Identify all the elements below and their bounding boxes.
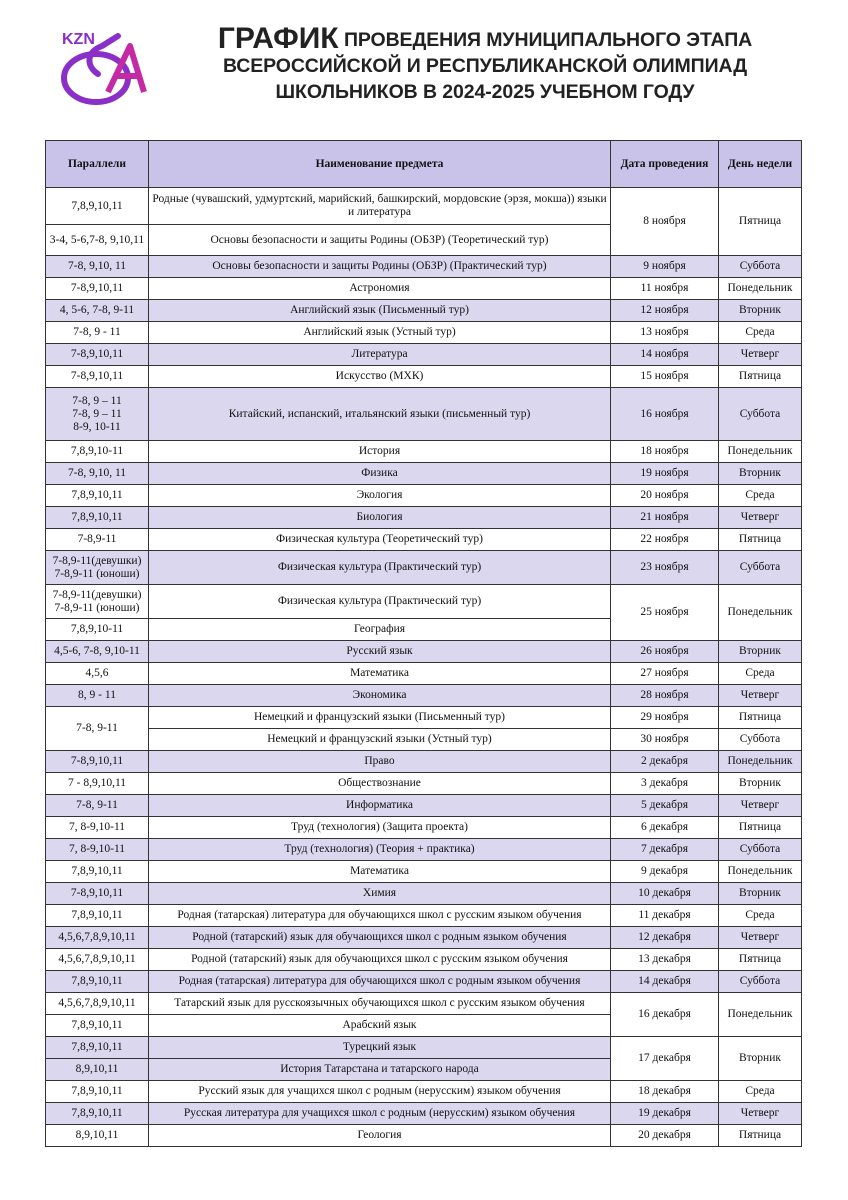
cell-weekday: Среда [719, 663, 802, 685]
cell-subject: Право [149, 751, 611, 773]
document-title [160, 22, 810, 105]
table-row [46, 729, 802, 751]
cell-date: 23 ноября [611, 551, 719, 585]
cell-subject: Родной (татарский) язык для обучающихся школ с родным языком обучения [149, 927, 611, 949]
cell-subject: Информатика [149, 795, 611, 817]
cell-grades: 7,8,9,10,11 [46, 1015, 149, 1037]
table-row [46, 485, 802, 507]
table-row [46, 1037, 802, 1059]
cell-date: 12 ноября [611, 300, 719, 322]
cell-subject: Физическая культура (Теоретический тур) [149, 529, 611, 551]
table-row [46, 971, 802, 993]
cell-weekday: Суббота [719, 971, 802, 993]
table-row [46, 529, 802, 551]
table-row [46, 441, 802, 463]
table-row [46, 463, 802, 485]
cell-subject: Немецкий и французский языки (Письменный тур) [149, 707, 611, 729]
cell-date: 10 декабря [611, 883, 719, 905]
title-line-2: ВСЕРОССИЙСКОЙ И РЕСПУБЛИКАНСКОЙ ОЛИМПИАД [222, 55, 748, 77]
cell-date: 11 декабря [611, 905, 719, 927]
cell-weekday: Вторник [719, 463, 802, 485]
table-row [46, 949, 802, 971]
cell-grades: 7-8, 9-11 [46, 795, 149, 817]
cell-weekday: Вторник [719, 641, 802, 663]
cell-date: 19 ноября [611, 463, 719, 485]
table-row [46, 641, 802, 663]
table-row [46, 1125, 802, 1147]
cell-weekday: Вторник [719, 883, 802, 905]
table-row [46, 883, 802, 905]
cell-date: 14 декабря [611, 971, 719, 993]
cell-weekday: Пятница [719, 707, 802, 729]
table-row [46, 278, 802, 300]
cell-date: 9 декабря [611, 861, 719, 883]
cell-subject: Физическая культура (Практический тур) [149, 585, 611, 619]
cell-subject: Татарский язык для русскоязычных обучающихся школ с русским языком обучения [149, 993, 611, 1015]
schedule-body [46, 188, 802, 1147]
cell-date: 16 декабря [611, 993, 719, 1037]
cell-weekday: Среда [719, 485, 802, 507]
table-row [46, 839, 802, 861]
cell-grades: 7,8,9,10,11 [46, 861, 149, 883]
cell-grades: 7-8, 9 – 11 7-8, 9 – 11 8-9, 10-11 [46, 388, 149, 441]
cell-grades: 4,5,6,7,8,9,10,11 [46, 927, 149, 949]
cell-subject: Физическая культура (Практический тур) [149, 551, 611, 585]
schedule-table [45, 140, 802, 1147]
cell-subject: Английский язык (Устный тур) [149, 322, 611, 344]
cell-weekday: Суббота [719, 729, 802, 751]
cell-grades: 4,5,6,7,8,9,10,11 [46, 949, 149, 971]
cell-grades: 8, 9 - 11 [46, 685, 149, 707]
cell-date: 15 ноября [611, 366, 719, 388]
cell-subject: Русский язык [149, 641, 611, 663]
cell-subject: География [149, 619, 611, 641]
cell-weekday: Четверг [719, 795, 802, 817]
cell-grades: 7,8,9,10,11 [46, 971, 149, 993]
header-subject: Наименование предмета [149, 141, 611, 188]
cell-grades: 7-8,9,10,11 [46, 344, 149, 366]
cell-grades: 7-8,9-11(девушки) 7-8,9-11 (юноши) [46, 551, 149, 585]
cell-subject: Математика [149, 861, 611, 883]
cell-subject: Искусство (МХК) [149, 366, 611, 388]
cell-weekday: Понедельник [719, 861, 802, 883]
cell-weekday: Понедельник [719, 993, 802, 1037]
table-row [46, 707, 802, 729]
cell-subject: Родная (татарская) литература для обучающихся школ с русским языком обучения [149, 905, 611, 927]
table-row [46, 366, 802, 388]
cell-subject: Экономика [149, 685, 611, 707]
cell-weekday: Суббота [719, 388, 802, 441]
table-row [46, 685, 802, 707]
cell-grades: 7,8,9,10,11 [46, 905, 149, 927]
cell-date: 18 декабря [611, 1081, 719, 1103]
cell-date: 20 декабря [611, 1125, 719, 1147]
table-row [46, 663, 802, 685]
cell-date: 19 декабря [611, 1103, 719, 1125]
cell-subject: Родная (татарская) литература для обучающихся школ с родным языком обучения [149, 971, 611, 993]
table-row [46, 551, 802, 585]
cell-weekday: Среда [719, 905, 802, 927]
cell-subject: Русский язык для учащихся школ с родным (нерусским) языком обучения [149, 1081, 611, 1103]
cell-grades: 4,5-6, 7-8, 9,10-11 [46, 641, 149, 663]
cell-weekday: Пятница [719, 1125, 802, 1147]
table-row [46, 795, 802, 817]
logo-text: KZN [62, 31, 95, 48]
cell-grades: 7,8,9,10,11 [46, 1037, 149, 1059]
cell-date: 3 декабря [611, 773, 719, 795]
table-row [46, 861, 802, 883]
cell-weekday: Понедельник [719, 751, 802, 773]
cell-grades: 8,9,10,11 [46, 1125, 149, 1147]
table-row [46, 993, 802, 1015]
cell-grades: 7-8,9,10,11 [46, 751, 149, 773]
cell-date: 17 декабря [611, 1037, 719, 1081]
cell-subject: Геология [149, 1125, 611, 1147]
table-row [46, 905, 802, 927]
table-header-row [46, 141, 802, 188]
cell-grades: 4,5,6,7,8,9,10,11 [46, 993, 149, 1015]
table-row [46, 344, 802, 366]
title-line-3: ШКОЛЬНИКОВ В 2024-2025 УЧЕБНОМ ГОДУ [275, 81, 695, 103]
cell-grades: 7-8, 9,10, 11 [46, 463, 149, 485]
cell-subject: Труд (технология) (Теория + практика) [149, 839, 611, 861]
cell-subject: Физика [149, 463, 611, 485]
cell-subject: Математика [149, 663, 611, 685]
cell-date: 26 ноября [611, 641, 719, 663]
cell-weekday: Пятница [719, 188, 802, 256]
cell-weekday: Суббота [719, 839, 802, 861]
kzn-logo [56, 22, 152, 106]
title-big: ГРАФИК [217, 22, 339, 55]
cell-subject: Экология [149, 485, 611, 507]
header-grades: Параллели [46, 141, 149, 188]
cell-weekday: Среда [719, 322, 802, 344]
cell-date: 2 декабря [611, 751, 719, 773]
header-date: Дата проведения [611, 141, 719, 188]
cell-weekday: Четверг [719, 507, 802, 529]
cell-date: 30 ноября [611, 729, 719, 751]
cell-date: 12 декабря [611, 927, 719, 949]
table-row [46, 388, 802, 441]
cell-grades: 7-8, 9,10, 11 [46, 256, 149, 278]
table-row [46, 300, 802, 322]
cell-grades: 7,8,9,10-11 [46, 441, 149, 463]
header-weekday: День недели [719, 141, 802, 188]
cell-subject: Труд (технология) (Защита проекта) [149, 817, 611, 839]
table-row [46, 927, 802, 949]
table-row [46, 256, 802, 278]
cell-weekday: Суббота [719, 551, 802, 585]
cell-weekday: Пятница [719, 949, 802, 971]
cell-grades: 7-8,9-11(девушки) 7-8,9-11 (юноши) [46, 585, 149, 619]
cell-weekday: Вторник [719, 1037, 802, 1081]
cell-grades: 3-4, 5-6,7-8, 9,10,11 [46, 225, 149, 256]
cell-weekday: Четверг [719, 685, 802, 707]
table-row [46, 1081, 802, 1103]
cell-subject: Биология [149, 507, 611, 529]
cell-grades: 7,8,9,10-11 [46, 619, 149, 641]
cell-date: 7 декабря [611, 839, 719, 861]
cell-date: 11 ноября [611, 278, 719, 300]
cell-subject: Родной (татарский) язык для обучающихся школ с русским языком обучения [149, 949, 611, 971]
cell-subject: История [149, 441, 611, 463]
cell-grades: 7,8,9,10,11 [46, 1081, 149, 1103]
cell-grades: 7-8, 9-11 [46, 707, 149, 751]
table-row [46, 322, 802, 344]
cell-weekday: Понедельник [719, 585, 802, 641]
cell-subject: Немецкий и французский языки (Устный тур) [149, 729, 611, 751]
cell-weekday: Вторник [719, 300, 802, 322]
table-row [46, 773, 802, 795]
cell-grades: 7, 8-9,10-11 [46, 839, 149, 861]
cell-grades: 4, 5-6, 7-8, 9-11 [46, 300, 149, 322]
cell-subject: Химия [149, 883, 611, 905]
cell-grades: 7-8, 9 - 11 [46, 322, 149, 344]
cell-date: 6 декабря [611, 817, 719, 839]
table-row [46, 1103, 802, 1125]
table-row [46, 507, 802, 529]
cell-subject: Русская литература для учащихся школ с родным (нерусским) языком обучения [149, 1103, 611, 1125]
cell-weekday: Пятница [719, 366, 802, 388]
cell-subject: Родные (чувашский, удмуртский, марийский, башкирский, мордовские (эрзя, мокша)) языки и литература [149, 188, 611, 225]
cell-subject: Основы безопасности и защиты Родины (ОБЗР) (Практический тур) [149, 256, 611, 278]
cell-weekday: Понедельник [719, 278, 802, 300]
cell-grades: 7,8,9,10,11 [46, 188, 149, 225]
cell-date: 14 ноября [611, 344, 719, 366]
cell-weekday: Четверг [719, 1103, 802, 1125]
cell-subject: Английский язык (Письменный тур) [149, 300, 611, 322]
cell-weekday: Вторник [719, 773, 802, 795]
cell-grades: 7,8,9,10,11 [46, 485, 149, 507]
cell-weekday: Среда [719, 1081, 802, 1103]
cell-subject: Турецкий язык [149, 1037, 611, 1059]
cell-grades: 7-8,9,10,11 [46, 278, 149, 300]
cell-subject: Основы безопасности и защиты Родины (ОБЗР) (Теоретический тур) [149, 225, 611, 256]
cell-weekday: Суббота [719, 256, 802, 278]
cell-grades: 7 - 8,9,10,11 [46, 773, 149, 795]
cell-date: 9 ноября [611, 256, 719, 278]
cell-subject: Литература [149, 344, 611, 366]
cell-subject: Обществознание [149, 773, 611, 795]
cell-date: 22 ноября [611, 529, 719, 551]
cell-subject: Астрономия [149, 278, 611, 300]
cell-date: 25 ноября [611, 585, 719, 641]
cell-grades: 7,8,9,10,11 [46, 507, 149, 529]
cell-grades: 7, 8-9,10-11 [46, 817, 149, 839]
cell-grades: 7-8,9-11 [46, 529, 149, 551]
table-row [46, 817, 802, 839]
cell-date: 20 ноября [611, 485, 719, 507]
cell-date: 21 ноября [611, 507, 719, 529]
table-row [46, 188, 802, 225]
cell-date: 27 ноября [611, 663, 719, 685]
cell-date: 16 ноября [611, 388, 719, 441]
cell-date: 8 ноября [611, 188, 719, 256]
table-row [46, 585, 802, 619]
cell-weekday: Пятница [719, 817, 802, 839]
cell-date: 13 ноября [611, 322, 719, 344]
cell-weekday: Пятница [719, 529, 802, 551]
cell-weekday: Четверг [719, 344, 802, 366]
title-line-1 [160, 22, 810, 55]
title-line1-text: ПРОВЕДЕНИЯ МУНИЦИПАЛЬНОГО ЭТАПА [343, 29, 753, 51]
cell-subject: Китайский, испанский, итальянский языки (письменный тур) [149, 388, 611, 441]
cell-grades: 4,5,6 [46, 663, 149, 685]
cell-date: 13 декабря [611, 949, 719, 971]
cell-grades: 8,9,10,11 [46, 1059, 149, 1081]
table-row [46, 751, 802, 773]
cell-subject: История Татарстана и татарского народа [149, 1059, 611, 1081]
cell-weekday: Понедельник [719, 441, 802, 463]
cell-date: 28 ноября [611, 685, 719, 707]
cell-weekday: Четверг [719, 927, 802, 949]
cell-date: 29 ноября [611, 707, 719, 729]
cell-date: 5 декабря [611, 795, 719, 817]
cell-date: 18 ноября [611, 441, 719, 463]
cell-grades: 7-8,9,10,11 [46, 883, 149, 905]
cell-grades: 7-8,9,10,11 [46, 366, 149, 388]
cell-subject: Арабский язык [149, 1015, 611, 1037]
cell-grades: 7,8,9,10,11 [46, 1103, 149, 1125]
